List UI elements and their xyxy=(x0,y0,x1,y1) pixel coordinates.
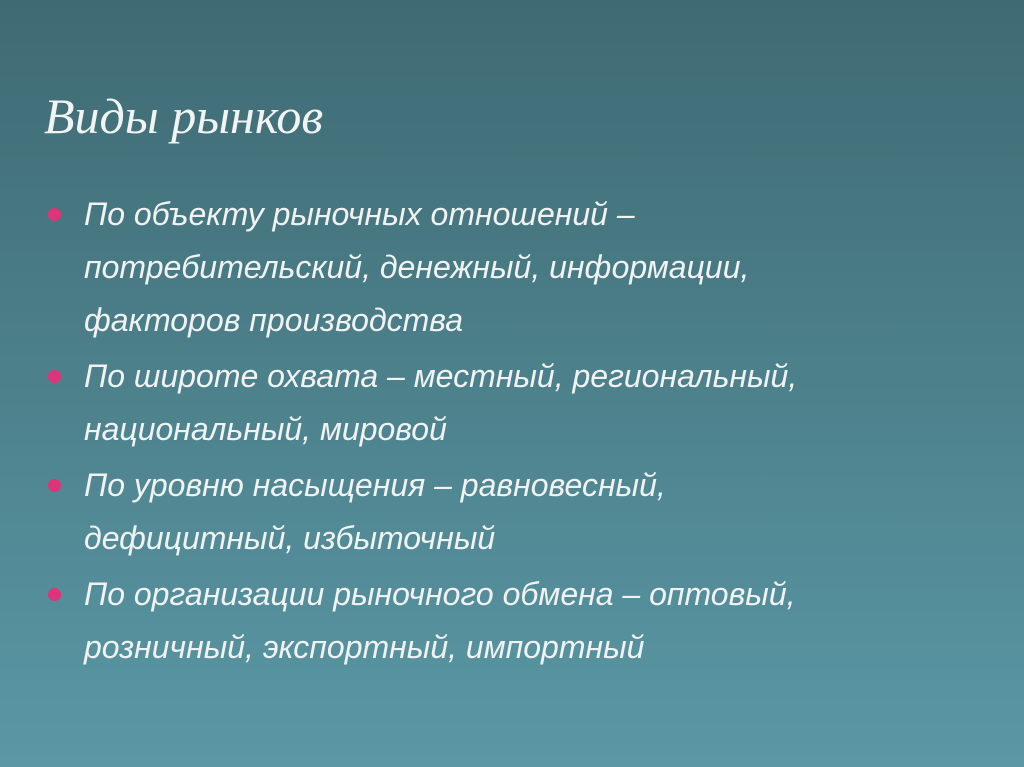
bullet-item-exchange xyxy=(44,568,1004,674)
bullet-line: По объекту рыночных отношений – xyxy=(84,196,635,232)
bullet-item-saturation xyxy=(44,459,1004,565)
bullet-line: факторов производства xyxy=(84,302,464,338)
bullet-item-scope xyxy=(44,350,1004,456)
bullet-dot-icon xyxy=(48,208,61,221)
bullet-dot-icon xyxy=(48,370,61,383)
bullet-dot-icon xyxy=(48,588,61,601)
bullet-list xyxy=(44,188,1004,677)
bullet-line: национальный, мировой xyxy=(84,411,447,447)
bullet-line: розничный, экспортный, импортный xyxy=(84,629,645,665)
bullet-item-object xyxy=(44,188,1004,347)
bullet-line: дефицитный, избыточный xyxy=(84,520,496,556)
bullet-dot-icon xyxy=(48,479,61,492)
slide-title: Виды рынков xyxy=(44,88,324,144)
bullet-line: По уровню насыщения – равновесный, xyxy=(84,467,666,503)
bullet-line: потребительский, денежный, информации, xyxy=(84,249,750,285)
bullet-line: По организации рыночного обмена – оптовый, xyxy=(84,576,796,612)
bullet-line: По широте охвата – местный, региональный, xyxy=(84,358,798,394)
